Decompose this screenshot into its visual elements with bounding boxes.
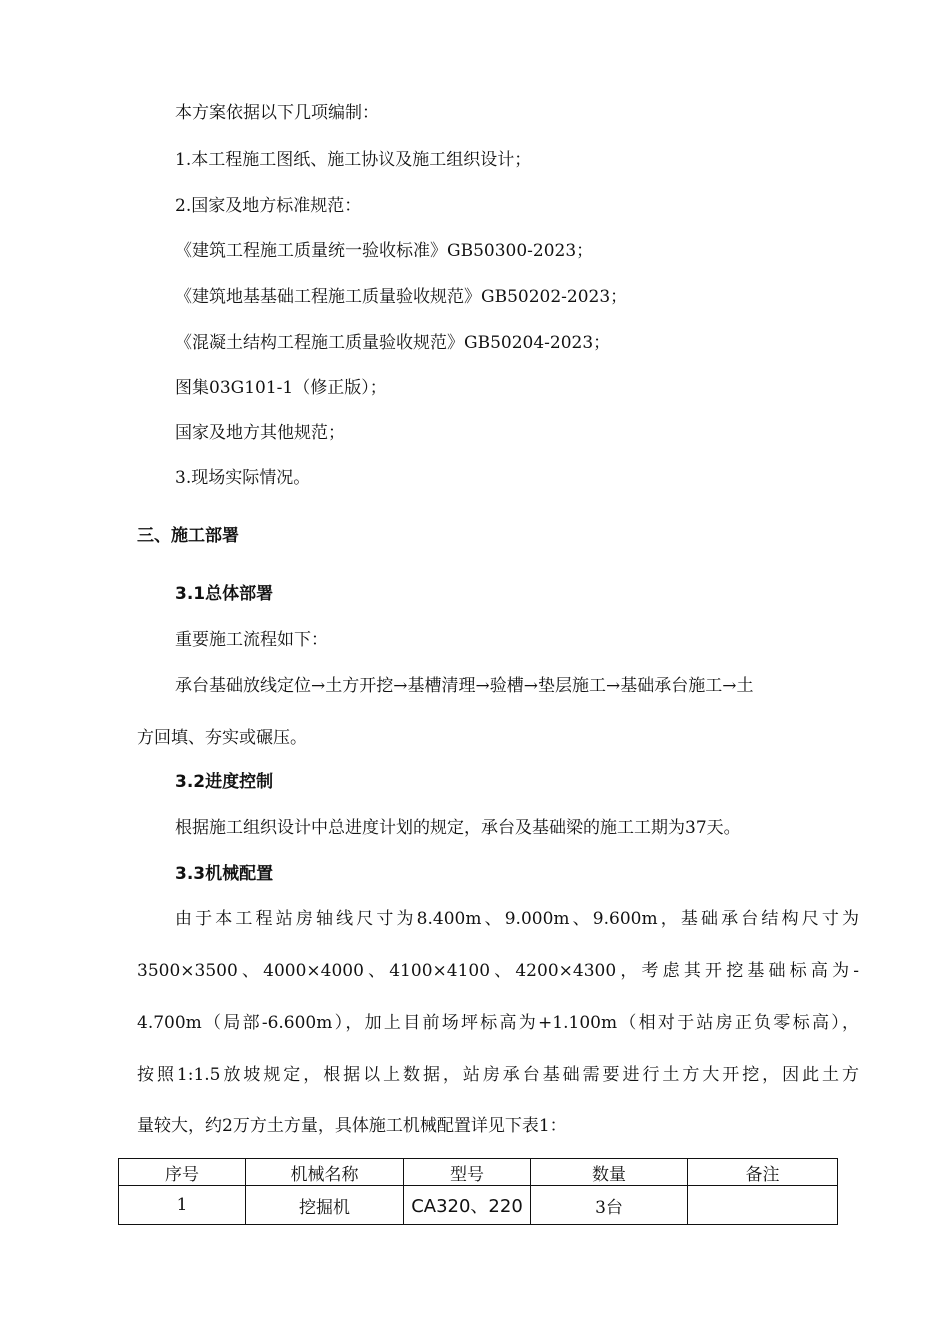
cell-index: 1 bbox=[119, 1186, 246, 1225]
section-heading-3: 三、施工部署 bbox=[137, 526, 239, 546]
cell-machine-name: 挖掘机 bbox=[246, 1186, 404, 1225]
basis-item-1: 1.本工程施工图纸、施工协议及施工组织设计； bbox=[175, 150, 532, 170]
cell-quantity: 3台 bbox=[531, 1186, 688, 1225]
table-header-row bbox=[119, 1159, 838, 1186]
schedule-text: 根据施工组织设计中总进度计划的规定，承台及基础梁的施工工期为37天。 bbox=[175, 818, 741, 838]
flow-line-1: 承台基础放线定位→土方开挖→基槽清理→验槽→垫层施工→基础承台施工→土 bbox=[175, 676, 754, 696]
header-quantity: 数量 bbox=[531, 1159, 688, 1186]
table-row bbox=[119, 1186, 838, 1225]
subheading-3-3: 3.3机械配置 bbox=[175, 864, 274, 884]
standard-gb50204: 《混凝土结构工程施工质量验收规范》GB50204-2023； bbox=[175, 333, 611, 353]
machinery-line-4: 按照1:1.5放坡规定，根据以上数据，站房承台基础需要进行土方大开挖，因此土方 bbox=[137, 1065, 859, 1085]
machinery-line-5: 量较大，约2万方土方量，具体施工机械配置详见下表1： bbox=[137, 1116, 567, 1136]
header-remarks: 备注 bbox=[688, 1159, 838, 1186]
standard-gb50202: 《建筑地基基础工程施工质量验收规范》GB50202-2023； bbox=[175, 287, 628, 307]
header-model: 型号 bbox=[404, 1159, 531, 1186]
machinery-line-3: 4.700m（局部-6.600m），加上目前场坪标高为+1.100m（相对于站房正负零标高）， bbox=[137, 1013, 859, 1033]
flow-intro: 重要施工流程如下： bbox=[175, 630, 328, 650]
header-machine-name: 机械名称 bbox=[246, 1159, 404, 1186]
basis-item-3: 3.现场实际情况。 bbox=[175, 468, 311, 488]
standard-gb50300: 《建筑工程施工质量统一验收标准》GB50300-2023； bbox=[175, 241, 594, 261]
header-index: 序号 bbox=[119, 1159, 246, 1186]
cell-remarks bbox=[688, 1186, 838, 1225]
basis-item-2: 2.国家及地方标准规范： bbox=[175, 196, 362, 216]
flow-line-2: 方回填、夯实或碾压。 bbox=[137, 728, 307, 748]
subheading-3-2: 3.2进度控制 bbox=[175, 772, 274, 792]
intro-text: 本方案依据以下几项编制： bbox=[175, 103, 379, 123]
cell-model: CA320、220 bbox=[404, 1186, 531, 1225]
subheading-3-1: 3.1总体部署 bbox=[175, 584, 274, 604]
machinery-table bbox=[118, 1158, 838, 1225]
machinery-line-1: 由于本工程站房轴线尺寸为8.400m、9.000m、9.600m，基础承台结构尺寸为 bbox=[175, 909, 859, 929]
atlas-03g101: 图集03G101-1（修正版）； bbox=[175, 378, 387, 398]
machinery-line-2: 3500×3500、4000×4000、4100×4100、4200×4300，考虑其开挖基础标高为- bbox=[137, 961, 859, 981]
other-standards: 国家及地方其他规范； bbox=[175, 423, 345, 443]
